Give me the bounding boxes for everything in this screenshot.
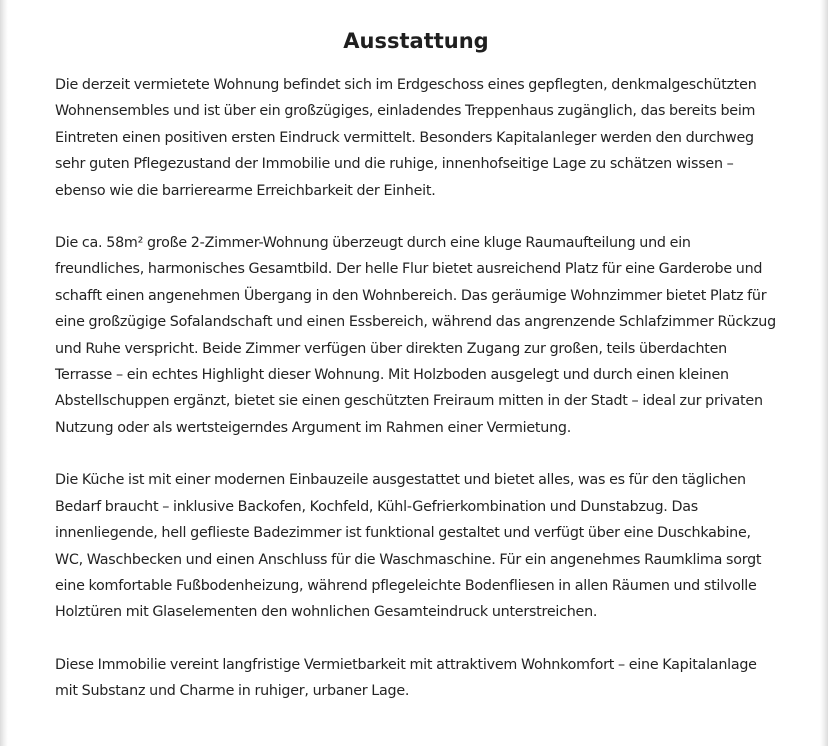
document-body [55,24,777,731]
paragraph-layout: Die ca. 58m² große 2-Zimmer-Wohnung überzeugt durch eine kluge Raumaufteilung und ein freundliches, harmonisches Gesamtbild. Der helle Flur bietet ausreichend Platz für eine Garderobe und schafft einen angenehmen Übergang in den Wohnbereich. Das geräumige Wohnzimmer bietet Platz für eine großzügige Sofalandschaft und einen Essbereich, während das angrenzende Schlafzimmer Rückzug und Ruhe verspricht. Beide Zimmer verfügen über direkten Zugang zur großen, teils überdachten Terrasse – ein echtes Highlight dieser Wohnung. Mit Holzboden ausgelegt und durch einen kleinen Abstellschuppen ergänzt, bietet sie einen geschützten Freiraum mitten in der Stadt – ideal zur privaten Nutzung oder als wertsteigerndes Argument im Rahmen einer Vermietung. [55,235,776,436]
right-page-edge [820,0,828,746]
paragraph-location: Die derzeit vermietete Wohnung befindet sich im Erdgeschoss eines gepflegten, denkmalgeschützten Wohnensembles und ist über ein großzügiges, einladendes Treppenhaus zugänglich, das bereits beim Eintreten einen positiven ersten Eindruck vermittelt. Besonders Kapitalanleger werden den durchweg sehr guten Pflegezustand der Immobilie und die ruhige, innenhofseitige Lage zu schätzen wissen – ebenso wie die barrierearme Erreichbarkeit der Einheit. [55,77,757,199]
paragraph-summary: Diese Immobilie vereint langfristige Vermietbarkeit mit attraktivem Wohnkomfort – eine Kapitalanlage mit Substanz und Charme in ruhiger, urbaner Lage. [55,656,757,700]
paragraph-kitchen-bath: Die Küche ist mit einer modernen Einbauzeile ausgestattet und bietet alles, was es für den täglichen Bedarf braucht – inklusive Backofen, Kochfeld, Kühl-Gefrierkombination und Dunstabzug. Das innenliegende, hell geflieste Badezimmer ist funktional gestaltet und verfügt über eine Duschkabine, WC, Waschbecken und einen Anschluss für die Waschmaschine. Für ein angenehmes Raumklima sorgt eine komfortable Fußbodenheizung, während pflegeleichte Bodenfliesen in allen Räumen und stilvolle Holztüren mit Glaselementen den wohnlichen Gesamteindruck unterstreichen. [55,472,762,621]
page-title: Ausstattung [343,29,489,53]
left-page-edge [0,0,8,746]
